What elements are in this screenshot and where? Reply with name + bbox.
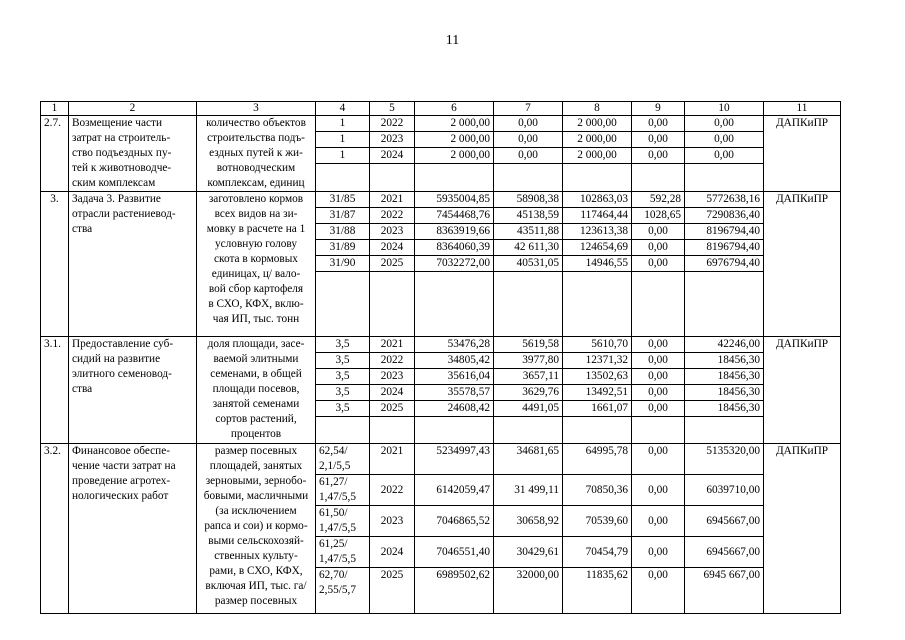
federal-amount: 58908,38 bbox=[494, 192, 563, 208]
local-amount: 0,00 bbox=[632, 537, 685, 568]
indicator-value: 62,70/ 2,55/5,7 bbox=[316, 568, 370, 614]
year: 2022 bbox=[370, 353, 415, 369]
indicator-value: 61,50/ 1,47/5,5 bbox=[316, 506, 370, 537]
total-amount: 2 000,00 bbox=[415, 116, 494, 132]
regional-amount: 70539,60 bbox=[563, 506, 632, 537]
table-row bbox=[41, 337, 841, 353]
local-amount: 0,00 bbox=[632, 132, 685, 148]
local-amount: 0,00 bbox=[632, 116, 685, 132]
other-amount: 8196794,40 bbox=[685, 224, 764, 240]
federal-amount: 32000,00 bbox=[494, 568, 563, 614]
federal-amount: 3977,80 bbox=[494, 353, 563, 369]
federal-amount: 0,00 bbox=[494, 116, 563, 132]
regional-amount: 124654,69 bbox=[563, 240, 632, 256]
indicator-name: размер посевных площадей, занятых зерновыми, зернобо- бовыми, масличными (за исключением рапса и сои) и кормо- выми сельскохозяй- ственных культу- рами, в СХО, КФХ, включая ИП, тыс. га/ размер посевных bbox=[197, 444, 316, 614]
local-amount: 0,00 bbox=[632, 240, 685, 256]
executor: ДАПКиПР bbox=[764, 116, 841, 192]
indicator-value: 62,54/ 2,1/5,5 bbox=[316, 444, 370, 475]
federal-amount: 5619,58 bbox=[494, 337, 563, 353]
measure-name: Возмещение части затрат на строитель- ство подъездных пу- тей к животноводче- ским комплексам bbox=[69, 116, 197, 192]
indicator-value: 3,5 bbox=[316, 353, 370, 369]
local-amount: 0,00 bbox=[632, 401, 685, 417]
federal-amount: 45138,59 bbox=[494, 208, 563, 224]
row-number: 3. bbox=[41, 192, 69, 337]
year: 2024 bbox=[370, 385, 415, 401]
total-amount: 7046865,52 bbox=[415, 506, 494, 537]
other-amount: 6945667,00 bbox=[685, 506, 764, 537]
other-amount: 8196794,40 bbox=[685, 240, 764, 256]
indicator-name: заготовлено кормов всех видов на зи- мовку в расчете на 1 условную голову скота в кормовых единицах, ц/ вало- вой сбор картофеля в СХО, КФХ, вклю- чая ИП, тыс. тонн bbox=[197, 192, 316, 337]
federal-amount: 0,00 bbox=[494, 132, 563, 148]
federal-amount: 31 499,11 bbox=[494, 475, 563, 506]
other-amount: 6945 667,00 bbox=[685, 568, 764, 614]
local-amount: 0,00 bbox=[632, 475, 685, 506]
regional-amount: 123613,38 bbox=[563, 224, 632, 240]
local-amount: 0,00 bbox=[632, 337, 685, 353]
total-amount: 24608,42 bbox=[415, 401, 494, 417]
budget-table bbox=[40, 101, 841, 614]
regional-amount: 2 000,00 bbox=[563, 116, 632, 132]
year: 2025 bbox=[370, 401, 415, 417]
header-cell: 9 bbox=[632, 102, 685, 116]
total-amount: 6142059,47 bbox=[415, 475, 494, 506]
federal-amount: 34681,65 bbox=[494, 444, 563, 475]
regional-amount: 117464,44 bbox=[563, 208, 632, 224]
year: 2022 bbox=[370, 475, 415, 506]
federal-amount: 42 611,30 bbox=[494, 240, 563, 256]
federal-amount: 4491,05 bbox=[494, 401, 563, 417]
indicator-value: 31/88 bbox=[316, 224, 370, 240]
header-cell: 10 bbox=[685, 102, 764, 116]
total-amount: 7046551,40 bbox=[415, 537, 494, 568]
indicator-value: 61,27/ 1,47/5,5 bbox=[316, 475, 370, 506]
measure-name: Предоставление суб- сидий на развитие элитного семеновод- ства bbox=[69, 337, 197, 444]
row-number: 2.7. bbox=[41, 116, 69, 192]
local-amount: 0,00 bbox=[632, 506, 685, 537]
regional-amount: 2 000,00 bbox=[563, 132, 632, 148]
indicator-value: 31/89 bbox=[316, 240, 370, 256]
year: 2023 bbox=[370, 506, 415, 537]
executor: ДАПКиПР bbox=[764, 444, 841, 614]
local-amount: 592,28 bbox=[632, 192, 685, 208]
other-amount: 18456,30 bbox=[685, 401, 764, 417]
row-number: 3.2. bbox=[41, 444, 69, 614]
indicator-value: 1 bbox=[316, 116, 370, 132]
federal-amount: 30658,92 bbox=[494, 506, 563, 537]
indicator-value: 61,25/ 1,47/5,5 bbox=[316, 537, 370, 568]
header-cell: 7 bbox=[494, 102, 563, 116]
federal-amount: 0,00 bbox=[494, 148, 563, 164]
regional-amount: 2 000,00 bbox=[563, 148, 632, 164]
table-row bbox=[41, 116, 841, 132]
total-amount: 35616,04 bbox=[415, 369, 494, 385]
indicator-name: доля площади, засе- ваемой элитными семенами, в общей площади посевов, занятой семенами сортов растений, процентов bbox=[197, 337, 316, 444]
federal-amount: 40531,05 bbox=[494, 256, 563, 272]
header-cell: 1 bbox=[41, 102, 69, 116]
year: 2021 bbox=[370, 337, 415, 353]
other-amount: 18456,30 bbox=[685, 353, 764, 369]
year: 2025 bbox=[370, 256, 415, 272]
total-amount: 53476,28 bbox=[415, 337, 494, 353]
local-amount: 0,00 bbox=[632, 256, 685, 272]
regional-amount: 70850,36 bbox=[563, 475, 632, 506]
total-amount: 6989502,62 bbox=[415, 568, 494, 614]
federal-amount: 43511,88 bbox=[494, 224, 563, 240]
measure-name: Финансовое обеспе- чение части затрат на проведение агротех- нологических работ bbox=[69, 444, 197, 614]
other-amount: 18456,30 bbox=[685, 385, 764, 401]
other-amount: 5135320,00 bbox=[685, 444, 764, 475]
total-amount: 34805,42 bbox=[415, 353, 494, 369]
federal-amount: 3629,76 bbox=[494, 385, 563, 401]
regional-amount: 5610,70 bbox=[563, 337, 632, 353]
total-amount: 2 000,00 bbox=[415, 148, 494, 164]
year: 2021 bbox=[370, 192, 415, 208]
other-amount: 0,00 bbox=[685, 116, 764, 132]
total-amount: 5935004,85 bbox=[415, 192, 494, 208]
header-cell: 2 bbox=[69, 102, 197, 116]
table-row bbox=[41, 192, 841, 208]
regional-amount: 13492,51 bbox=[563, 385, 632, 401]
year: 2025 bbox=[370, 568, 415, 614]
regional-amount: 11835,62 bbox=[563, 568, 632, 614]
header-cell: 6 bbox=[415, 102, 494, 116]
indicator-value: 3,5 bbox=[316, 385, 370, 401]
regional-amount: 14946,55 bbox=[563, 256, 632, 272]
header-cell: 4 bbox=[316, 102, 370, 116]
other-amount: 0,00 bbox=[685, 132, 764, 148]
other-amount: 42246,00 bbox=[685, 337, 764, 353]
year: 2022 bbox=[370, 208, 415, 224]
local-amount: 1028,65 bbox=[632, 208, 685, 224]
total-amount: 2 000,00 bbox=[415, 132, 494, 148]
federal-amount: 3657,11 bbox=[494, 369, 563, 385]
total-amount: 8364060,39 bbox=[415, 240, 494, 256]
header-cell: 5 bbox=[370, 102, 415, 116]
header-row bbox=[41, 102, 841, 116]
other-amount: 6945667,00 bbox=[685, 537, 764, 568]
header-cell: 8 bbox=[563, 102, 632, 116]
local-amount: 0,00 bbox=[632, 353, 685, 369]
regional-amount: 102863,03 bbox=[563, 192, 632, 208]
local-amount: 0,00 bbox=[632, 224, 685, 240]
other-amount: 7290836,40 bbox=[685, 208, 764, 224]
regional-amount: 13502,63 bbox=[563, 369, 632, 385]
other-amount: 6976794,40 bbox=[685, 256, 764, 272]
indicator-value: 31/87 bbox=[316, 208, 370, 224]
other-amount: 5772638,16 bbox=[685, 192, 764, 208]
local-amount: 0,00 bbox=[632, 444, 685, 475]
local-amount: 0,00 bbox=[632, 385, 685, 401]
regional-amount: 1661,07 bbox=[563, 401, 632, 417]
total-amount: 5234997,43 bbox=[415, 444, 494, 475]
total-amount: 8363919,66 bbox=[415, 224, 494, 240]
other-amount: 18456,30 bbox=[685, 369, 764, 385]
year: 2023 bbox=[370, 369, 415, 385]
other-amount: 6039710,00 bbox=[685, 475, 764, 506]
measure-name: Задача 3. Развитие отрасли растениевод- ства bbox=[69, 192, 197, 337]
local-amount: 0,00 bbox=[632, 568, 685, 614]
year: 2022 bbox=[370, 116, 415, 132]
indicator-value: 31/90 bbox=[316, 256, 370, 272]
local-amount: 0,00 bbox=[632, 148, 685, 164]
page-number: 11 bbox=[445, 33, 460, 48]
indicator-value: 3,5 bbox=[316, 369, 370, 385]
table-row bbox=[41, 444, 841, 475]
indicator-value: 3,5 bbox=[316, 337, 370, 353]
regional-amount: 64995,78 bbox=[563, 444, 632, 475]
indicator-value: 1 bbox=[316, 132, 370, 148]
year: 2024 bbox=[370, 537, 415, 568]
total-amount: 35578,57 bbox=[415, 385, 494, 401]
indicator-value: 3,5 bbox=[316, 401, 370, 417]
year: 2021 bbox=[370, 444, 415, 475]
row-number: 3.1. bbox=[41, 337, 69, 444]
executor: ДАПКиПР bbox=[764, 192, 841, 337]
year: 2023 bbox=[370, 224, 415, 240]
other-amount: 0,00 bbox=[685, 148, 764, 164]
year: 2023 bbox=[370, 132, 415, 148]
federal-amount: 30429,61 bbox=[494, 537, 563, 568]
year: 2024 bbox=[370, 240, 415, 256]
year: 2024 bbox=[370, 148, 415, 164]
regional-amount: 12371,32 bbox=[563, 353, 632, 369]
total-amount: 7454468,76 bbox=[415, 208, 494, 224]
header-cell: 11 bbox=[764, 102, 841, 116]
local-amount: 0,00 bbox=[632, 369, 685, 385]
indicator-name: количество объектов строительства подъ- ездных путей к жи- вотноводческим комплексам, единиц bbox=[197, 116, 316, 192]
header-cell: 3 bbox=[197, 102, 316, 116]
regional-amount: 70454,79 bbox=[563, 537, 632, 568]
indicator-value: 31/85 bbox=[316, 192, 370, 208]
executor: ДАПКиПР bbox=[764, 337, 841, 444]
indicator-value: 1 bbox=[316, 148, 370, 164]
total-amount: 7032272,00 bbox=[415, 256, 494, 272]
